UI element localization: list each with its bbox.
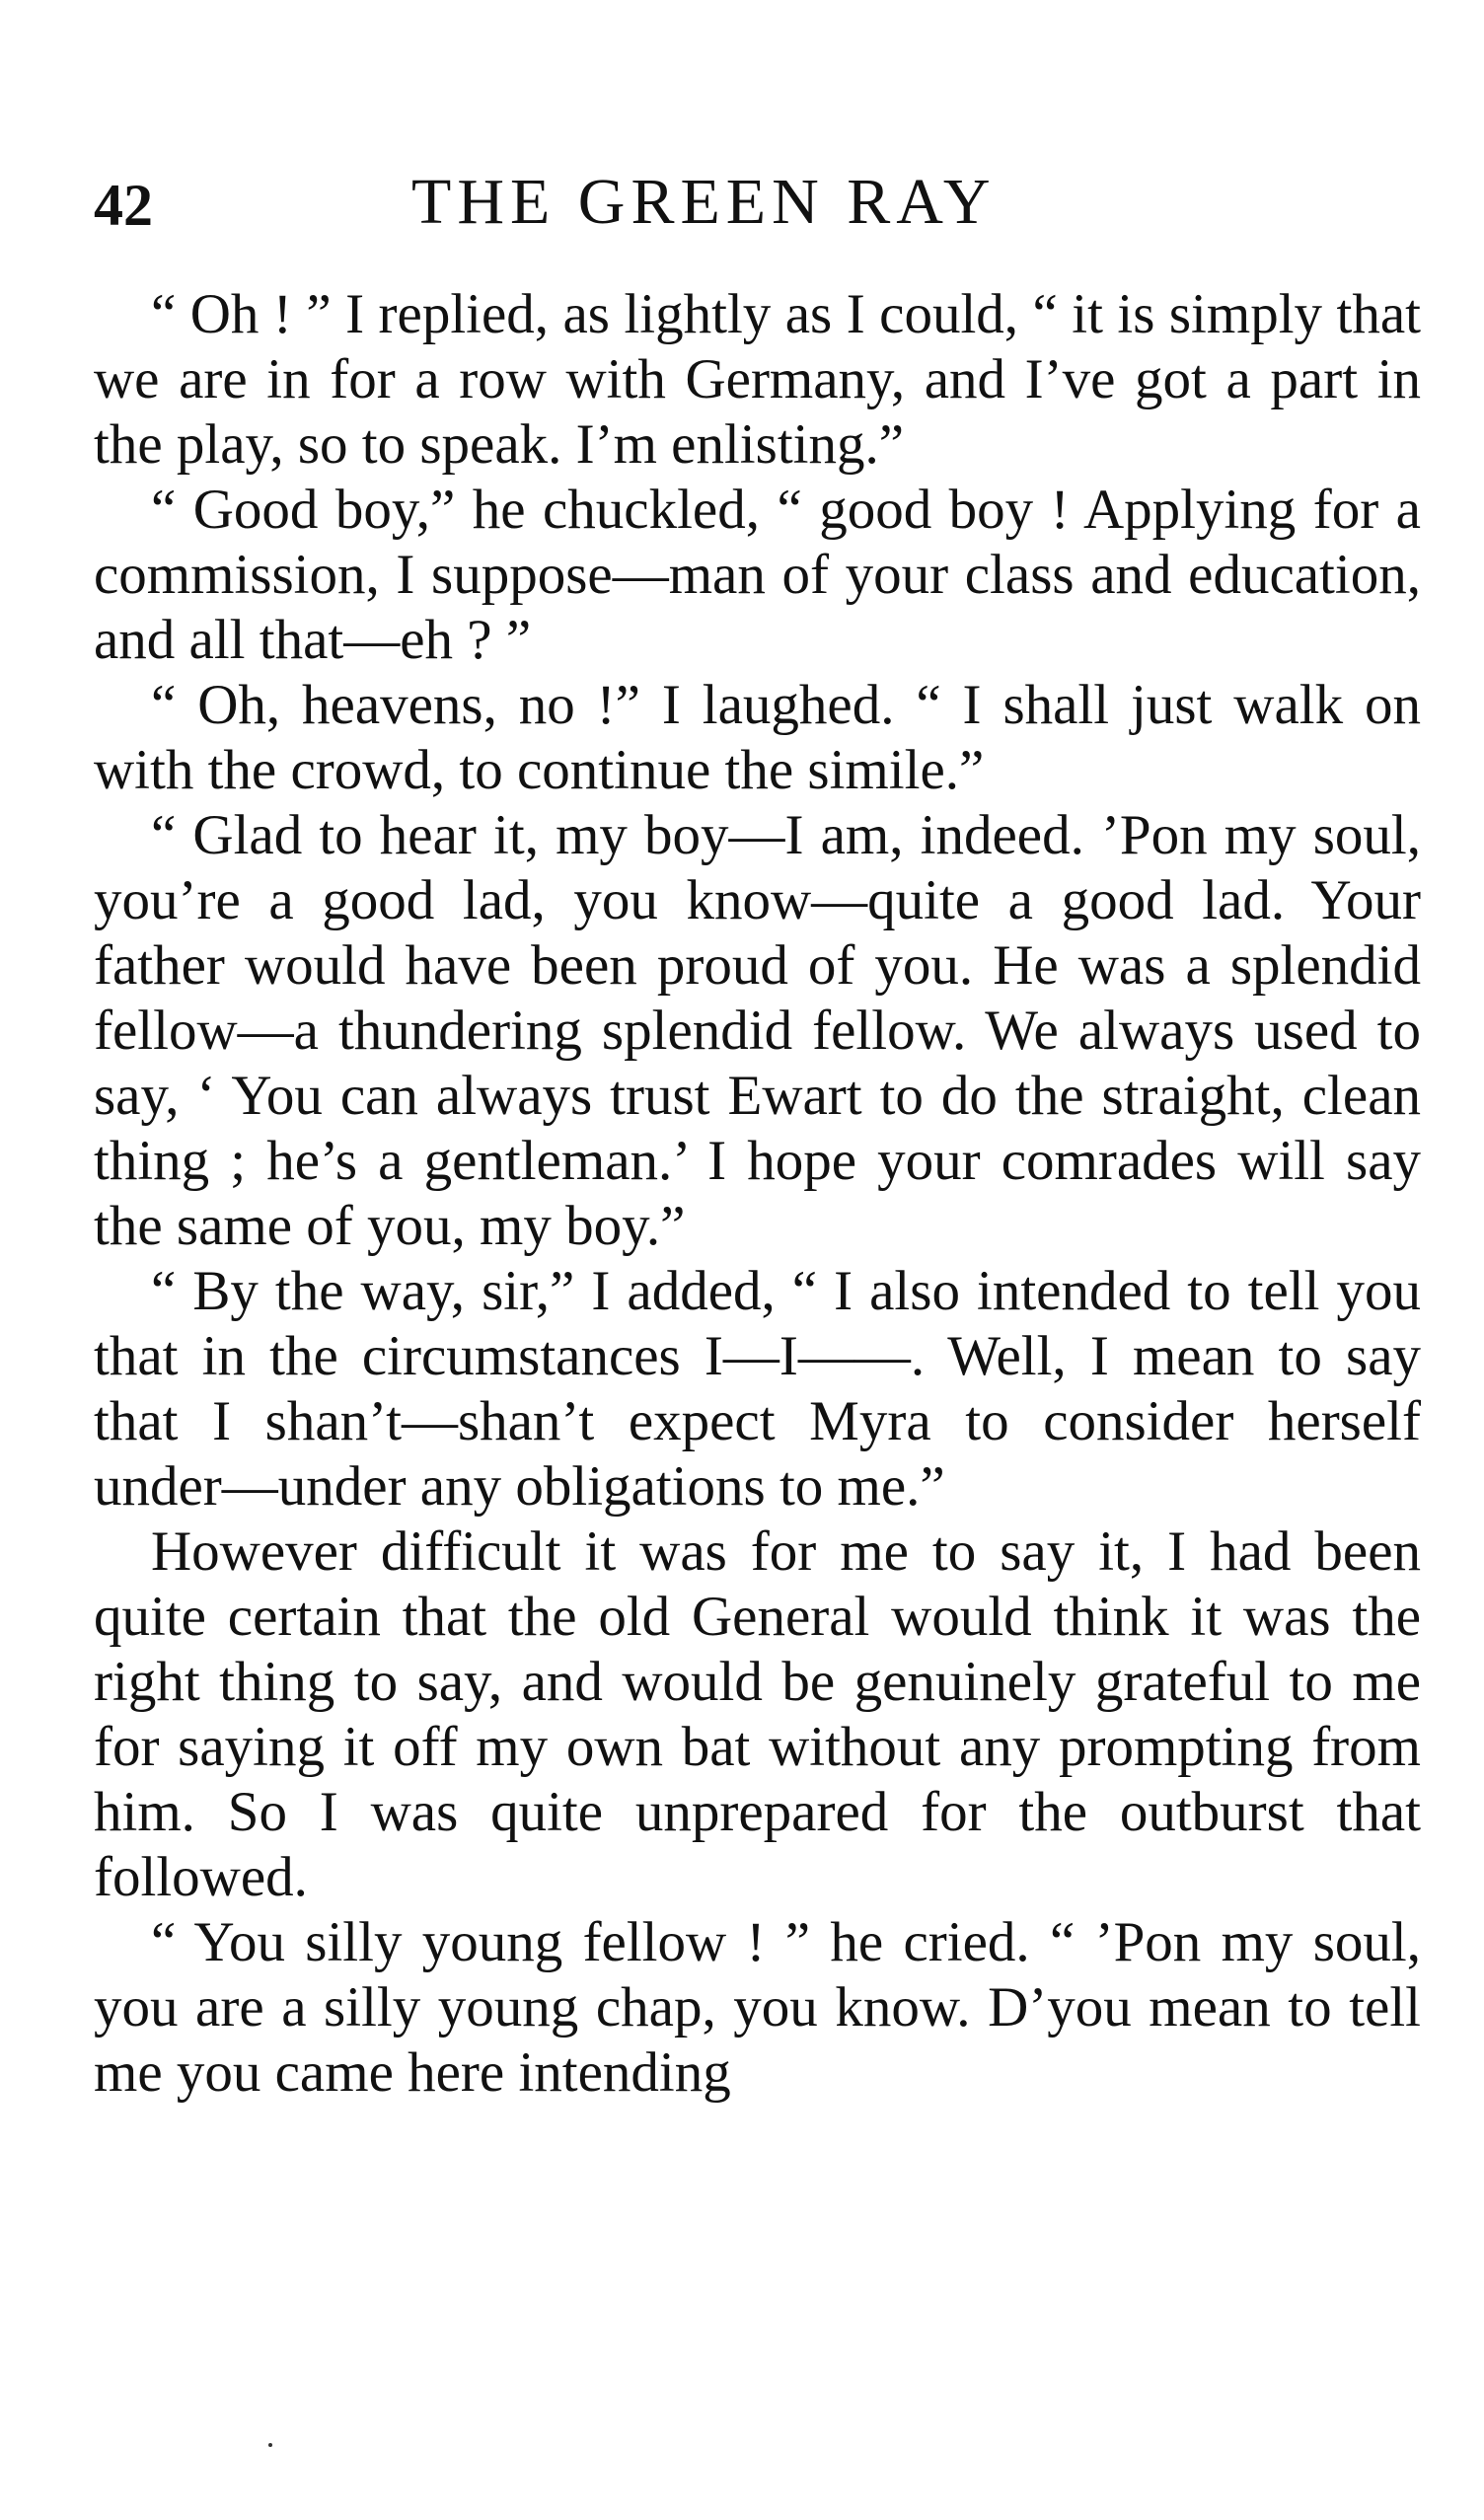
ink-speck — [268, 2443, 272, 2447]
paragraph: “ Glad to hear it, my boy—I am, indeed. ’Pon my soul, you’re a good lad, you know—quite a good lad. Your father would have been proud of you. He was a splendid fellow—a thundering splendid fellow. We always used to say, ‘ You can always trust Ewart to do the straight, clean thing ; he’s a gentleman.’ I hope your comrades will say the same of you, my boy.” — [94, 804, 1421, 1257]
running-title: THE GREEN RAY — [411, 166, 997, 238]
page-number: 42 — [94, 173, 153, 238]
paragraph: “ Oh ! ” I replied, as lightly as I could, “ it is simply that we are in for a row with Germany, and I’ve got a part in the play, so to speak. I’m enlisting.” — [94, 283, 1421, 476]
paragraph: “ Good boy,” he chuckled, “ good boy ! Applying for a commission, I suppose—man of your class and education, and all that—eh ? ” — [94, 479, 1421, 671]
paragraph: “ Oh, heavens, no !” I laughed. “ I shall just walk on with the crowd, to continue the simile.” — [94, 674, 1421, 801]
paragraph: However difficult it was for me to say it, I had been quite certain that the old General would think it was the right thing to say, and would be genuinely grateful to me for saying it off my own bat without any prompting from him. So I was quite unprepared for the outburst that followed. — [94, 1520, 1421, 1908]
body-text — [94, 282, 1421, 2106]
page-header — [94, 158, 1406, 247]
paragraph: “ By the way, sir,” I added, “ I also intended to tell you that in the circumstances I—I——. Well, I mean to say that I shan’t—shan’t expect Myra to consider herself under—under any obligations to me.” — [94, 1260, 1421, 1518]
paragraph: “ You silly young fellow ! ” he cried. “ ’Pon my soul, you are a silly young chap, you know. D’you mean to tell me you came here intending — [94, 1911, 1421, 2104]
